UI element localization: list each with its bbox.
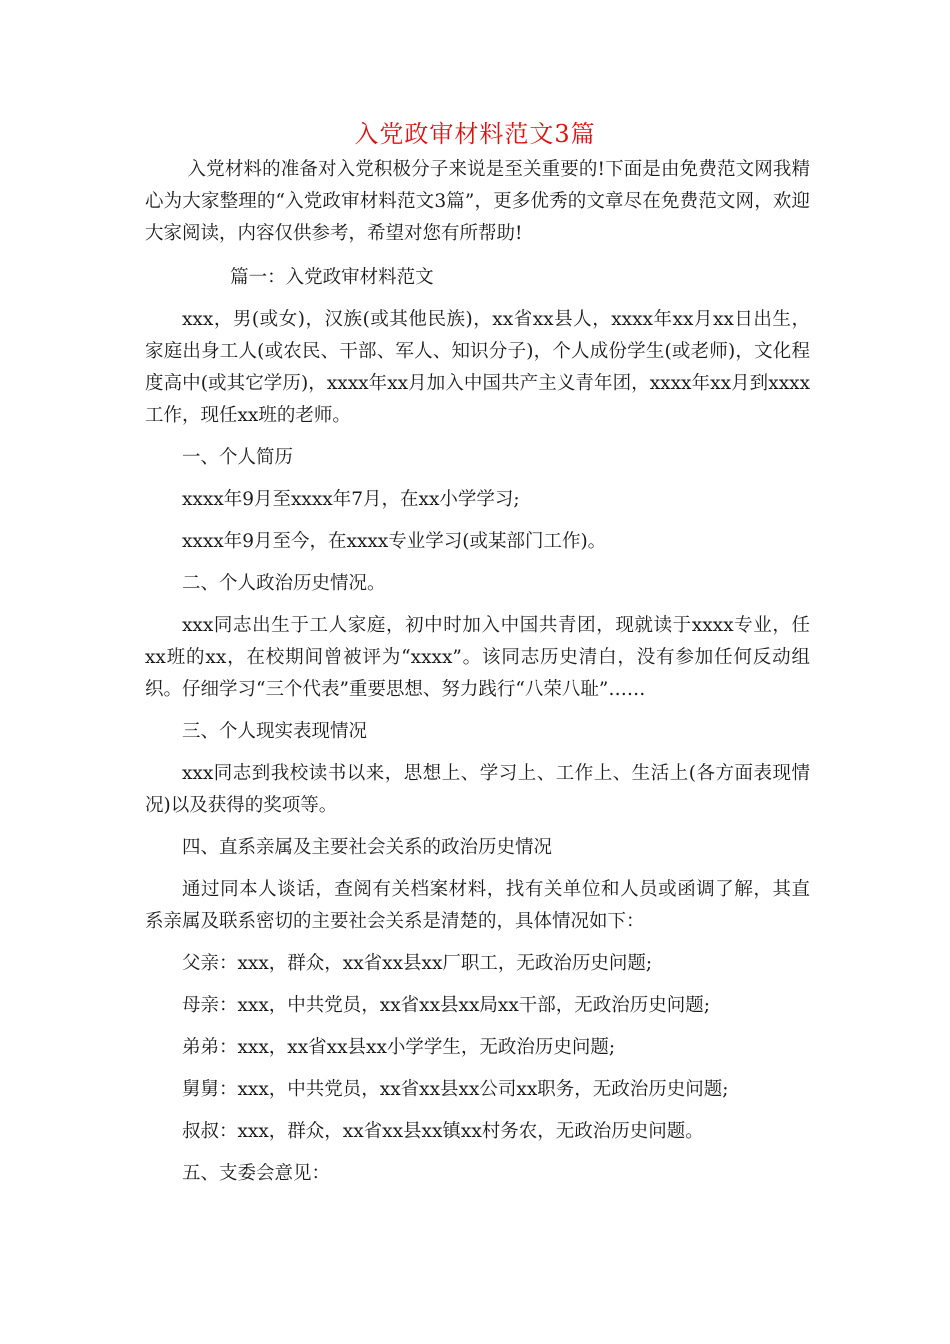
section-heading-article-one: 篇一：入党政审材料范文 (230, 267, 434, 288)
section-heading-resume: 一、个人简历 (182, 447, 294, 468)
paragraph-relatives-intro: 通过同本人谈话，查阅有关档案材料，找有关单位和人员或函调了解，其直系亲属及联系密切的主要社会关系是清楚的，具体情况如下： (145, 879, 810, 932)
section-heading-committee-opinion: 五、支委会意见： (182, 1163, 331, 1184)
relative-father: 父亲：xxx，群众，xx省xx县xx厂职工，无政治历史问题; (182, 953, 653, 974)
relative-uncle-maternal: 舅舅：xxx，中共党员，xx省xx县xx公司xx职务，无政治历史问题; (182, 1079, 729, 1100)
resume-line-2: xxxx年9月至今，在xxxx专业学习(或某部门工作)。 (182, 531, 607, 552)
paragraph-political-history: xxx同志出生于工人家庭，初中时加入中国共青团，现就读于xxxx专业，任xx班的xx，在校期间曾被评为“xxxx”。该同志历史清白，没有参加任何反动组织。仔细学习“三个代表”重要思想、努力践行“八荣八耻”…… (145, 615, 810, 700)
relative-uncle-paternal: 叔叔：xxx，群众，xx省xx县xx镇xx村务农，无政治历史问题。 (182, 1121, 704, 1142)
section-heading-political-history: 二、个人政治历史情况。 (182, 573, 386, 594)
document-body (145, 154, 810, 1200)
resume-line-1: xxxx年9月至xxxx年7月，在xx小学学习; (182, 489, 520, 510)
paragraph-performance: xxx同志到我校读书以来，思想上、学习上、工作上、生活上(各方面表现情况)以及获得的奖项等。 (145, 763, 810, 816)
section-heading-relatives: 四、直系亲属及主要社会关系的政治历史情况 (182, 837, 553, 858)
paragraph-personal-info: xxx，男(或女)，汉族(或其他民族)，xx省xx县人，xxxx年xx月xx日出生，家庭出身工人(或农民、干部、军人、知识分子)，个人成份学生(或老师)，文化程度高中(或其它学历)，xxxx年xx月加入中国共产主义青年团，xxxx年xx月到xxxx工作，现任xx班的老师。 (145, 309, 810, 426)
relative-mother: 母亲：xxx，中共党员，xx省xx县xx局xx干部，无政治历史问题; (182, 995, 711, 1016)
intro-paragraph: 入党材料的准备对入党积极分子来说是至关重要的!下面是由免费范文网我精心为大家整理的“入党政审材料范文3篇”，更多优秀的文章尽在免费范文网，欢迎大家阅读，内容仅供参考，希望对您有所帮助! (145, 159, 810, 244)
section-heading-performance: 三、个人现实表现情况 (182, 721, 368, 742)
relative-brother: 弟弟：xxx，xx省xx县xx小学学生，无政治历史问题; (182, 1037, 616, 1058)
document-title: 入党政审材料范文3篇 (354, 120, 596, 148)
